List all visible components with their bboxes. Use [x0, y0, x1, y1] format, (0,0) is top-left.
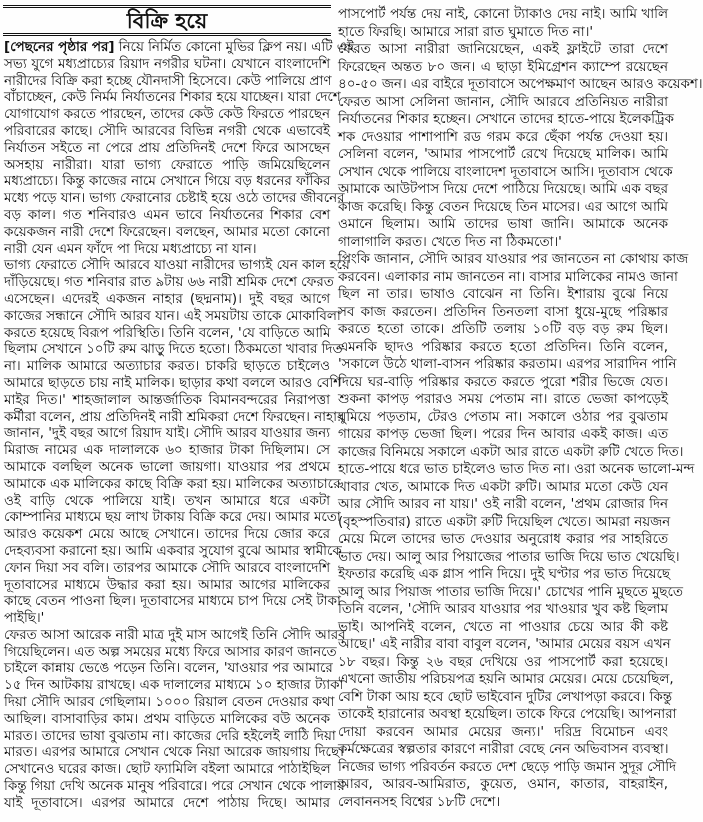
text-line: কোম্পানির মাধ্যমে ছয় লাখ টাকায় বিক্রি করে দেয়। আমার মতো: [4, 510, 341, 526]
text-line: গালাগালি করত। খেতে দিত না ঠিকমতো।': [338, 234, 562, 250]
text-line: দোয়া করবেন আমার মেয়ের জন্য।' দরিদ্র বিমোচন এবং: [338, 724, 668, 740]
text-line: আমারে ছাড়তে চায় নাই মালিক। ছাড়ার কথা বললে আরও বেশি: [4, 375, 342, 391]
text-line: যোগাযোগ করতে পারছেন, তাদের কেউ কেউ ফিরতে পারছেন: [4, 107, 330, 123]
text-line: কাজ করেছি। কিন্তু বেতন দিয়েছে তিন মাসের। এর আগে আমি: [338, 199, 668, 215]
text-line: আরব, আরব-আমিরাত, কুয়েত, ওমান, কাতার, বাহরাইন,: [338, 777, 668, 792]
left-text-column: [4, 40, 354, 816]
headline: বিক্রি হয়ে: [115, 10, 219, 32]
text-line: কাজের সন্ধানে সৌদি আরব যান। এই সময়টায় তাকে মোকাবিলা: [4, 308, 341, 324]
text-line: মেয়ে মিলে তাদের ভাত দেওয়ার অনুরোধ করার পর সাহরিতে: [338, 532, 668, 547]
text-line: অসহায় নারীরা। যারা ভাগ্য ফেরাতে পাড়ি জমিয়েছিলেন: [4, 157, 330, 173]
text-line: ওমানে ছিলাম। আমি তাদের ভাষা জানি। আমাকে অনেক: [338, 217, 668, 232]
text-line: মারত। তাদের ভাষা বুঝতাম না। কাজের দেরি হইলেই লাঠি দিয়া: [4, 728, 336, 744]
text-line: ফেরত আসা সেলিনা জানান, সৌদি আরবে প্রতিনিয়ত নারীরা: [338, 94, 668, 110]
text-line: আছে।' এই নারীর বাবা বাবুল বলেন, 'আমার মেয়ের বয়স এখন: [338, 637, 671, 652]
text-line: ইফতার করেছি এক গ্লাস পানি দিয়ে। দুই ঘণ্টার পর ভাত দিয়েছে: [338, 567, 670, 582]
text-line: হাতে-পায়ে ধরে ভাত চাইলেও ভাত দিত না। ওরা অনেক ভালো-মন্দ: [338, 462, 695, 477]
text-line: ফোন দিয়া সব বলি। তারপর আমাকে সৌদি আরবে বাংলাদেশি: [4, 560, 330, 576]
text-line: আমাকে আউটপাস দিয়ে দেশে পাঠিয়ে দিয়েছে। আমি এক বছর: [338, 182, 668, 197]
text-line: লেবাননসহ বিশ্বের ১৮টি দেশে।: [338, 794, 501, 810]
text-line: করবেন। এলাকার নাম জানতেন না। বাসার মালিকের নামও জানা: [338, 269, 678, 285]
text-line: সব কাজ করতেন। প্রতিদিন তিনতলা বাসা ধুয়ে-মুছে পরিষ্কার: [338, 304, 668, 320]
text-line: নিজের ভাগ্য পরিবর্তন করতে দেশ ছেড়ে পাড়ি জমান সুদূর সৌদি: [338, 759, 677, 775]
text-line: ১৫ দিন আটকায় রাখছে। এক দালালের মাধ্যমে ১০ হাজার ট্যাকা: [4, 678, 344, 694]
text-line: না। মালিক আমারে অত্যাচার করত। চাকরি ছাড়তে চাইলেও: [4, 359, 330, 375]
text-line: 'সকালে উঠে থালা-বাসন পরিষ্কার করতাম। এরপর সারাদিন পানি: [338, 357, 677, 372]
text-line: গিয়েছিলেন। এত অল্প সময়ের মধ্যে ফিরে আসার কারণ জানতে: [4, 644, 337, 660]
text-line: নারীদের বিক্রি করা হচ্ছে যৌনদাসী হিসেবে। কেউ পালিয়ে প্রাণ: [4, 73, 332, 89]
right-text-column: [338, 6, 703, 816]
text-line: পরিবারের কাছে। সৌদি আরবের বিভিন্ন নগরী থেকে এভাবেই: [4, 123, 330, 139]
text-line: মধ্যে পড়ে যান। ভাগ্য ফেরানোর চেষ্টাই হয়ে ওঠে তাদের জীবনের: [4, 191, 345, 207]
text-line: ভাগ্য ফেরাতে সৌদি আরবে যাওয়া নারীদের ভাগ্যই যেন কাল হয়ে: [4, 258, 350, 274]
text-line: খাবার খেত, আমাকে দিত একটা রুটি। আমার মতো কেউ যেন: [338, 479, 668, 495]
jump-headline-bar: [3, 5, 331, 36]
text-line: আলু আর পিয়াজ পাতার ভাজি দিয়ে।' চোখের পানি মুছতে মুছতে: [338, 584, 683, 600]
text-line: কিন্তু গিয়া দেখি অনেক মানুষ পরিবারে। পরে সেখান থেকে পালায়: [4, 779, 345, 795]
text-line: মিরাজ নামের এক দালালকে ৬০ হাজার টাকা দিছিলাম। সে: [4, 443, 330, 459]
text-line: নির্যাতনের শিকার হচ্ছেন। সেখানে তাদের হাতে-পায়ে ইলেকট্রিক: [338, 112, 674, 127]
text-line: এসেছেন। এদেরই একজন নাহার (ছদ্মনাম)। দুই বছর আগে: [4, 291, 330, 307]
text-line: কয়েকজন নারী দেশে ফিরেছেন। বলছেন, আমার মতো কোনো: [4, 224, 330, 240]
text-line: তিনি বলেন, 'সৌদি আরব যাওয়ার পর খাওয়ার খুব কষ্ট ছিলাম: [338, 602, 668, 617]
text-line: ফিরেছেন অন্তত ৮০ জন। এ ছাড়া ইমিগ্রেশন ক্যাম্পে রয়েছেন: [338, 59, 668, 75]
continued-from-label: [পেছনের পৃষ্ঠার পর]: [4, 40, 115, 55]
text-line: নারী যেন এমন ফাঁদে পা দিয়ে মধ্যপ্রাচ্যে না যান।: [4, 241, 257, 257]
text-line: আমাকে এক মালিকের কাছে বিক্রি করা হয়। মালিকের অত্যাচারে: [4, 476, 341, 492]
text-line: মারত। এরপর আমারে সেখান থেকে নিয়া আরেক জায়গায় দিছে।: [4, 745, 344, 761]
text-line: বাঁচাচ্ছেন, কেউ নির্মম নির্যাতনের শিকার হয়ে যাচ্ছেন। যারা দেশে: [4, 90, 341, 106]
text-line: ভাত দেয়। আলু আর পিয়াজের পাতার ভাজি দিয়ে ভাত খেয়েছি।: [338, 549, 680, 565]
text-line-content: নিয়ে নির্মিত কোনো মুভির ক্লিপ নয়। এটি এই: [118, 40, 354, 55]
text-line: করতে হয়েছে বিরূপ পরিস্থিতি। তিনি বলেন, 'যে বাড়িতে আমি: [4, 325, 331, 341]
text-line: শক দেওয়ার পাশাপাশি রড গরম করে ছেঁকা পর্যন্ত দেওয়া হয়।: [338, 129, 668, 145]
text-line: ১৮ বছর। কিন্তু ২৬ বছর দেখিয়ে ওর পাসপোর্ট করা হয়েছে।: [338, 654, 668, 670]
text-line: সেখান থেকে পালিয়ে বাংলাদেশ দূতাবাসে আসি। দূতাবাস থেকে: [338, 164, 673, 180]
text-line: পাইছি।': [4, 611, 45, 627]
text-line: যাই দূতাবাসে। এরপর আমারে দেশে পাঠায় দিছে। আমার: [4, 795, 330, 811]
text-line: বেশি টাকা আয় হবে ছোট ভাইবোন দুটির লেখাপড়া করবে। কিন্তু: [338, 689, 672, 705]
text-line: আছিল। বাসাবাড়ির কাম। প্রথম বাড়িতে মালিকের বউ অনেক: [4, 711, 330, 727]
text-line: ৪০-৫০ জন। এর বাইরে দূতাবাসে অপেক্ষমাণ আছেন আরও কয়েকশ।: [338, 77, 703, 92]
text-line: মাইর দিত।' শাহজালাল আন্তর্জাতিক বিমানবন্দরের নিরাপত্তা: [4, 392, 330, 408]
text-line: (বৃহস্পতিবার) রাতে একটা রুটি দিয়েছিল খেতে। আমরা নয়জন: [338, 514, 671, 530]
text-line: ওই বাড়ি থেকে পালিয়ে যাই। তখন আমারে ধরে একটা: [4, 493, 330, 509]
text-line: ঘুমিয়ে পড়তাম, টেরও পেতাম না। সকালে ওঠার পর বুঝতাম: [338, 409, 668, 425]
text-line: শুকনা কাপড় পরারও সময় পেতাম না। রাতে ভেজা কাপড়েই: [338, 392, 668, 407]
text-line: চাইলে কান্নায় ভেঙে পড়েন তিনি। বলেন, 'যাওয়ার পর আমারে: [4, 661, 333, 677]
text-line: মধ্যপ্রাচ্যে। কিন্তু কাজের নামে সেখানে গিয়ে বড় ধরনের ফাঁকির: [4, 174, 331, 190]
text-line: ছিলাম সেখানে ১০টি রুম ঝাড়ু দিতে হতো। ঠিকমতো খাবার দিত: [4, 342, 343, 358]
text-line: আরও কয়েকশ মেয়ে আছে সেখানে। তাদের দিয়ে জোর করে: [4, 527, 330, 543]
text-line: এমনকি ছাদও পরিষ্কার করতে হতো প্রতিদিন। তিনি বলেন,: [338, 339, 668, 355]
text-line: পিংকি জানান, সৌদি আরব যাওয়ার পর জানতেন না কোথায় কাজ: [338, 252, 689, 267]
text-line: পাসপোর্ট পর্যন্ত দেয় নাই, কোনো ট্যাকাও দেয় নাই। আমি খালি: [338, 7, 668, 22]
text-line: দূতাবাসের মাধ্যমে উদ্ধার করা হয়। আমার আগের মালিকের: [4, 577, 330, 593]
text-line: দেহব্যবসা করানো হয়। আমি একবার সুযোগ বুঝে আমার স্বামীকে: [4, 543, 342, 559]
text-line: দাঁড়িয়েছে। গত শনিবার রাত ৯টায় ৬৬ নারী শ্রমিক দেশে ফেরত: [4, 275, 334, 291]
text-line: নির্যাতন সইতে না পেরে প্রায় প্রতিদিনই দেশে ফিরে আসছেন: [4, 140, 330, 156]
text-line: দিয়া সৌদি আরব গেছিলাম। ১০০০ রিয়াল বেতন দেওয়ার কথা: [4, 695, 335, 711]
text-line: দিয়ে ঘর-বাড়ি পরিষ্কার করতে করতে পুরো শরীর ভিজে যেত।: [338, 374, 668, 390]
text-line: ভাই। আপনিই বলেন, খেতে না পাওয়ার চেয়ে আর কী কষ্ট: [338, 619, 668, 635]
text-line: কর্মক্ষেত্রের স্বল্পতার কারণে নারীরা বেছে নেন অভিবাসন ব্যবস্থা।: [338, 742, 669, 757]
text-line: বড় কাল। গত শনিবারও এমন ভাবে নির্যাতনের শিকার বেশ: [4, 207, 330, 223]
text-line: কাজের বিনিময়ে সকালে একটা আর রাতে একটা রুটি খেতে দিত।: [338, 444, 684, 460]
text-line: গায়ের কাপড় ভেজা ছিল। পরের দিন আবার একই কাজ। এত: [338, 427, 668, 442]
text-line: কাছে বেতন পাওনা ছিল। দূতাবাসের মাধ্যমে চাপ দিয়ে সেই টাকা: [4, 594, 341, 610]
text-line: আর সৌদি আরব না যায়।' ওই নারী বলেন, 'প্রথম রোজার দিন: [338, 497, 668, 512]
text-line: জানান, 'দুই বছর আগে রিয়াদ যাই। সৌদি আরব যাওয়ার জন্য: [4, 426, 330, 442]
text-line: সভ্য যুগে মধ্যপ্রাচ্যের রিয়াদ নগরীর ঘটনা। যেখানে বাংলাদেশি: [4, 56, 330, 72]
text-line: সেখানেও ঘরের কাজ। ছোট ফ্যামিলি বইলা আমারে পাঠাইছিল: [4, 762, 331, 778]
text-line: করতে হতো তাকে। প্রতিটি তলায় ১০টি বড় বড় রুম ছিল।: [338, 322, 668, 337]
text-line: এখনো জাতীয় পরিচয়পত্র হয়নি আমার মেয়ের। মেয়ে চেয়েছিল,: [338, 672, 674, 687]
text-line: আমাকে বলছিল অনেক ভালো জায়গা। যাওয়ার পর প্রথমে: [4, 459, 330, 475]
text-line: ফেরত আসা আরেক নারী মাত্র দুই মাস আগেই তিনি সৌদি আরব: [4, 627, 346, 643]
text-line: সেলিনা বলেন, 'আমার পাসপোর্ট রেখে দিয়েছে মালিক। আমি: [338, 147, 668, 162]
text-line: ছিল না তার। ভাষাও বোঝেন না তিনি। ইশারায় বুঝে নিয়ে: [338, 287, 668, 302]
text-line: [4, 40, 354, 57]
text-line: তাকেই হারানোর অবস্থা হয়েছিল। তাকে ফিরে পেয়েছি। আপনারা: [338, 707, 677, 722]
text-line: ফেরত আসা নারীরা জানিয়েছেন, একই ফ্লাইটে তারা দেশে: [338, 42, 668, 57]
text-line: কর্মীরা বলেন, প্রায় প্রতিদিনই নারী শ্রমিকরা দেশে ফিরছেন। নাহার: [4, 409, 345, 425]
text-line: হাতে ফিরছি। আমারে সারা রাত ঘুমাতে দিত না।': [338, 24, 594, 40]
